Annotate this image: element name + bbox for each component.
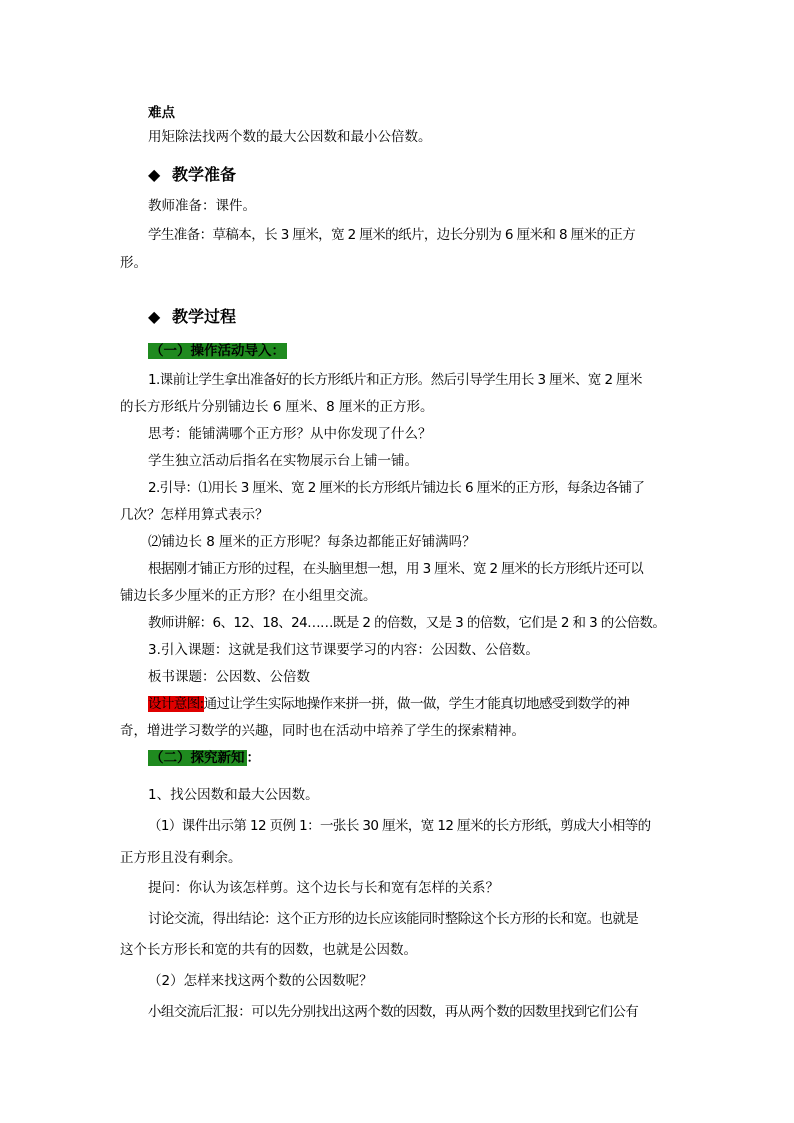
p1-line2: 的长方形纸片分别铺边长 6 厘米、8 厘米的正方形。 xyxy=(120,399,434,415)
ex1-line1: （1）课件出示第 12 页例 1：一张长 30 厘米，宽 12 厘米的长方形纸，剪成大小相等的 xyxy=(148,818,651,834)
section2-label: （二）探究新知 xyxy=(150,750,245,766)
process-title: 教学过程 xyxy=(172,307,237,326)
diamond-bullet-icon: ◆ xyxy=(148,165,161,184)
activity-text: 学生独立活动后指名在实物展示台上铺一铺。 xyxy=(148,453,418,469)
prep-heading xyxy=(148,164,236,186)
section1-label: （一）操作活动导入： xyxy=(150,343,285,359)
design-intent-label: 设计意图: xyxy=(148,696,204,712)
difficulty-title: 难点 xyxy=(148,105,175,121)
discuss-line1: 讨论交流，得出结论：这个正方形的边长应该能同时整除这个长方形的长和宽。也就是 xyxy=(148,911,639,927)
ex2-question: （2）怎样来找这两个数的公因数呢？ xyxy=(148,973,373,989)
student-prep-line2: 形。 xyxy=(120,255,147,271)
p4-intro-topic: 3.引入课题：这就是我们这节课要学习的内容：公因数、公倍数。 xyxy=(148,642,539,658)
difficulty-text: 用矩除法找两个数的最大公因数和最小公倍数。 xyxy=(148,129,432,145)
teacher-prep: 教师准备：课件。 xyxy=(148,198,256,214)
diamond-bullet-icon: ◆ xyxy=(148,307,161,326)
process-heading xyxy=(148,306,236,328)
ask-question: 提问：你认为该怎样剪。这个边长与长和宽有怎样的关系？ xyxy=(148,880,499,896)
p2-line3: ⑵铺边长 8 厘米的正方形呢？每条边都能正好铺满吗？ xyxy=(148,534,476,550)
p2-line1: 2.引导：⑴用长 3 厘米、宽 2 厘米的长方形纸片铺边长 6 厘米的正方形，每条边各铺了 xyxy=(148,480,645,496)
section2-colon: ： xyxy=(246,750,260,766)
board-topic: 板书课题：公因数、公倍数 xyxy=(148,669,310,685)
report-line: 小组交流后汇报：可以先分别找出这两个数的因数，再从两个数的因数里找到它们公有 xyxy=(148,1004,639,1020)
s1-heading: 1、找公因数和最大公因数。 xyxy=(148,787,319,803)
student-prep-line1: 学生准备：草稿本，长 3 厘米，宽 2 厘米的纸片，边长分别为 6 厘米和 8 厘米的正方 xyxy=(148,227,636,243)
think-question: 思考：能铺满哪个正方形？从中你发现了什么？ xyxy=(148,426,432,442)
design-intent-line1 xyxy=(148,695,629,713)
section1-heading xyxy=(148,342,287,360)
ex1-line2: 正方形且没有剩余。 xyxy=(120,850,242,866)
discuss-line2: 这个长方形长和宽的共有的因数，也就是公因数。 xyxy=(120,942,417,958)
prep-title: 教学准备 xyxy=(172,165,237,184)
p2-line2: 几次？怎样用算式表示？ xyxy=(120,507,269,523)
p3-line1: 根据刚才铺正方形的过程，在头脑里想一想，用 3 厘米、宽 2 厘米的长方形纸片还可以 xyxy=(148,561,644,577)
design-intent-line2: 奇，增进学习数学的兴趣，同时也在活动中培养了学生的探索精神。 xyxy=(120,723,525,739)
design-intent-text: 通过让学生实际地操作来拼一拼，做一做，学生才能真切地感受到数学的神 xyxy=(203,696,630,712)
p1-line1: 1.课前让学生拿出准备好的长方形纸片和正方形。然后引导学生用长 3 厘米、宽 2 厘米 xyxy=(148,372,642,388)
section2-heading xyxy=(148,749,260,767)
teacher-explain: 教师讲解：6、12、18、24……既是 2 的倍数，又是 3 的倍数，它们是 2 和 3 的公倍数。 xyxy=(148,615,666,631)
p3-line2: 铺边长多少厘米的正方形？在小组里交流。 xyxy=(120,588,377,604)
